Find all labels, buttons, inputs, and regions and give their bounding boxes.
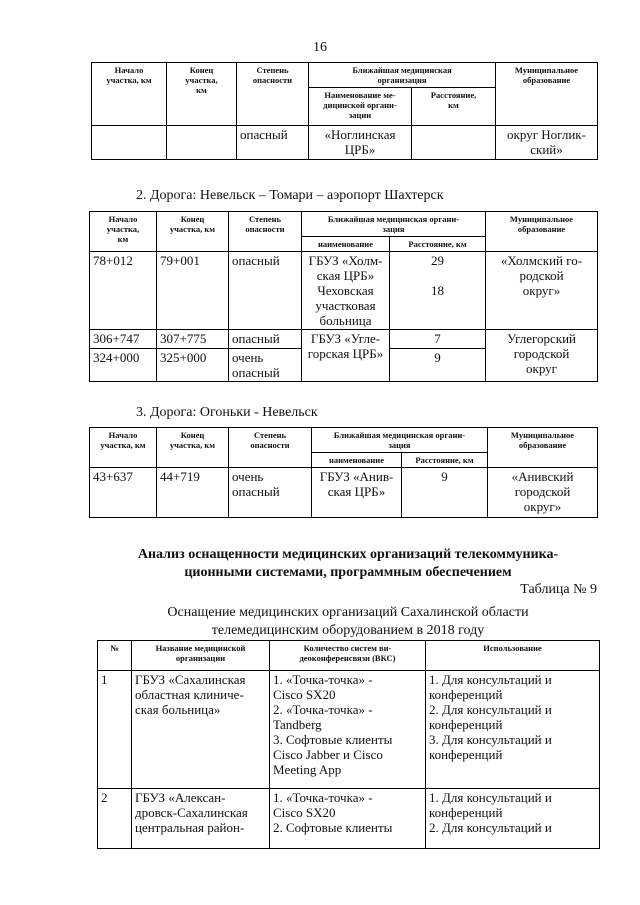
table-row: [90, 330, 598, 349]
cell-num: 2: [98, 789, 132, 849]
cell-start: 324+000: [90, 349, 157, 382]
cell-usage: 1. Для консультаций и конференций 2. Для консультаций и конференций 3. Для консультаций и конференций: [426, 671, 600, 789]
header-end: Конец участка, км: [157, 212, 229, 252]
cell-num: 1: [98, 671, 132, 789]
header-distance: Расстояние, км: [390, 237, 486, 252]
cell-start: [92, 126, 167, 160]
header-distance: Расстояние, км: [412, 88, 496, 126]
header-usage: Использование: [426, 641, 600, 671]
header-org-name: Название медицинской организации: [132, 641, 270, 671]
header-name: наименование: [312, 453, 402, 468]
header-vcs-count: Количество систем ви- деоконференсвязи (ВКС): [270, 641, 426, 671]
cell-end: 325+000: [157, 349, 229, 382]
table-label: Таблица № 9: [520, 582, 597, 597]
header-municipality: Муниципальное образование: [496, 63, 598, 126]
table-row: [98, 789, 600, 849]
cell-org-name: ГБУЗ «Алексан- дровск-Сахалинская центральная район-: [132, 789, 270, 849]
road-table-2: [89, 211, 598, 382]
header-danger: Степень опасности: [229, 428, 312, 468]
cell-org-name: ГБУЗ «Сахалинская областная клиниче- ская больница»: [132, 671, 270, 789]
header-end: Конец участка, км: [167, 63, 237, 126]
cell-end: [167, 126, 237, 160]
table-row: [90, 468, 598, 518]
header-end: Конец участка, км: [157, 428, 229, 468]
cell-municipality: «Холмский го- родской округ»: [486, 252, 598, 330]
cell-start: 43+637: [90, 468, 157, 518]
cell-name: ГБУЗ «Холм- ская ЦРБ» Чеховская участковая больница: [302, 252, 390, 330]
header-num: №: [98, 641, 132, 671]
cell-end: 307+775: [157, 330, 229, 349]
cell-start: 78+012: [90, 252, 157, 330]
header-municipality: Муниципальное образование: [488, 428, 598, 468]
page-number: 16: [313, 40, 327, 55]
header-name: наименование: [302, 237, 390, 252]
cell-municipality: округ Ноглик- ский»: [496, 126, 598, 160]
equipment-table: [97, 640, 600, 849]
header-nearest: Ближайшая медицинская организация: [309, 63, 496, 88]
cell-distance: 7: [390, 330, 486, 349]
cell-vcs-count: 1. «Точка-точка» - Cisco SX20 2. Софтовые клиенты: [270, 789, 426, 849]
header-start: Начало участка, км: [90, 428, 157, 468]
table-caption: Оснащение медицинских организаций Сахалинской области телемедицинским оборудованием в 2018 году: [167, 605, 529, 638]
cell-vcs-count: 1. «Точка-точка» - Cisco SX20 2. «Точка-точка» - Tandberg 3. Софтовые клиенты Cisco Jabber и Cisco Meeting App: [270, 671, 426, 789]
cell-municipality: Углегорский городской округ: [486, 330, 598, 382]
header-start: Начало участка, км: [92, 63, 167, 126]
header-name: Наименование ме- дицинской органи- зации: [309, 88, 412, 126]
section3-heading: 3. Дорога: Огоньки - Невельск: [136, 405, 318, 420]
cell-danger: опасный: [229, 252, 302, 330]
table-row: [98, 671, 600, 789]
cell-danger: опасный: [229, 330, 302, 349]
road-table-1: [91, 62, 598, 160]
cell-distance: 9: [390, 349, 486, 382]
cell-distance: [412, 126, 496, 160]
cell-danger: очень опасный: [229, 468, 312, 518]
cell-name: ГБУЗ «Угле- горская ЦРБ»: [302, 330, 390, 382]
header-nearest: Ближайшая медицинская органи- зация: [302, 212, 486, 237]
table-row: [90, 252, 598, 330]
header-danger: Степень опасности: [237, 63, 309, 126]
analysis-title: Анализ оснащенности медицинских организаций телекоммуника- ционными системами, программным обеспечением: [137, 547, 559, 580]
cell-end: 44+719: [157, 468, 229, 518]
header-distance: Расстояние, км: [402, 453, 488, 468]
road-table-3: [89, 427, 598, 518]
cell-end: 79+001: [157, 252, 229, 330]
cell-municipality: «Анивский городской округ»: [488, 468, 598, 518]
cell-distance: 29 18: [390, 252, 486, 330]
cell-danger: очень опасный: [229, 349, 302, 382]
cell-name: «Ноглинская ЦРБ»: [309, 126, 412, 160]
cell-usage: 1. Для консультаций и конференций 2. Для консультаций и: [426, 789, 600, 849]
section2-heading: 2. Дорога: Невельск – Томари – аэропорт Шахтерск: [136, 188, 444, 203]
header-nearest: Ближайшая медицинская органи- зация: [312, 428, 488, 453]
cell-distance: 9: [402, 468, 488, 518]
header-start: Начало участка, км: [90, 212, 157, 252]
cell-start: 306+747: [90, 330, 157, 349]
cell-danger: опасный: [237, 126, 309, 160]
header-danger: Степень опасности: [229, 212, 302, 252]
cell-name: ГБУЗ «Анив- ская ЦРБ»: [312, 468, 402, 518]
header-municipality: Муниципальное образование: [486, 212, 598, 252]
